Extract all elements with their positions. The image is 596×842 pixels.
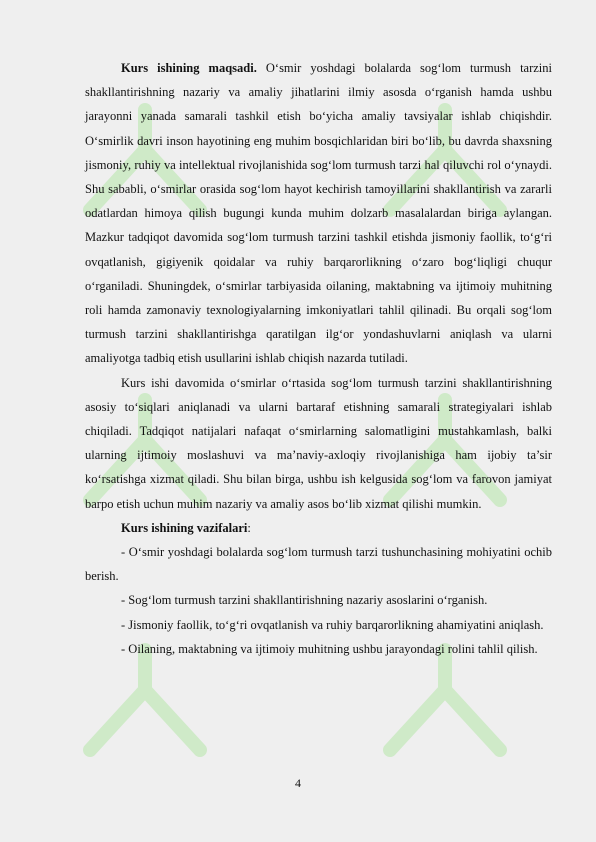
task-item: - Sog‘lom turmush tarzini shakllantirishning nazariy asoslarini o‘rganish. xyxy=(121,593,488,608)
tasks-heading-line xyxy=(85,516,552,540)
research-paragraph: Kurs ishi davomida o‘smirlar o‘rtasida sog‘lom turmush tarzini shakllantirishning asosiy to‘siqlari aniqlanadi va ularni bartaraf etishning samarali strategiyalari ishlab chiqiladi. Tadqiqot natijalari nafaqat o‘smirlarning salomatligini mustahkamlash, balki ularning ijtimoiy moslashuvi va ma’naviy-axloqiy rivojlanishiga ham ijobiy ta’sir ko‘rsatishga xizmat qiladi. Shu bilan birga, ushbu ish kelgusida sog‘lom va farovon jamiyat barpo etish uchun muhim nazariy va amaliy asos bo‘lib xizmat qilishi mumkin. xyxy=(85,375,552,511)
task-item: - Oilaning, maktabning va ijtimoiy muhitning ushbu jarayondagi rolini tahlil qilish. xyxy=(121,641,538,656)
task-item: - Jismoniy faollik, to‘g‘ri ovqatlanish va ruhiy barqarorlikning ahamiyatini aniqlash. xyxy=(121,617,544,632)
task-item: - O‘smir yoshdagi bolalarda sog‘lom turmush tarzi tushunchasining mohiyatini ochib berish. xyxy=(85,545,552,584)
tasks-heading: Kurs ishining vazifalari xyxy=(121,520,248,535)
purpose-paragraph xyxy=(85,56,552,371)
document-body xyxy=(85,56,552,661)
purpose-text: O‘smir yoshdagi bolalarda sog‘lom turmush tarzini shakllantirishning nazariy va amaliy jihatlarini ilmiy asosda o‘rganish hamda ushbu jarayonni yanada samarali tashkil etish bo‘yicha amaliy tavsiyalar ishlab chiqishdir. O‘smirlik davri inson hayotining eng muhim bosqichlaridan biri bo‘lib, bu davrda shaxsning jismoniy, ruhiy va intellektual rivojlanishida sog‘lom turmush tarzi hal qiluvchi rol o‘ynaydi. Shu sababli, o‘smirlar orasida sog‘lom hayot kechirish tamoyillarini shakllantirish va zararli odatlardan himoya qilish bugungi kunda muhim dolzarb masalalardan biriga aylangan. Mazkur tadqiqot davomida sog‘lom turmush tarzini tashkil etishda jismoniy faollik, to‘g‘ri ovqatlanish, gigiyenik qoidalar va ruhiy barqarorlikning o‘zaro bog‘liqligi chuqur o‘rganiladi. Shuningdek, o‘smirlar tarbiyasida oilaning, maktabning va ijtimoiy muhitning roli hamda zamonaviy texnologiyalarning imkoniyatlari tahlil qilinadi. Bu orqali sog‘lom turmush tarzini shakllantirishga qaratilgan ilg‘or yondashuvlarni aniqlash va ularni amaliyotga tadbiq etish usullarini ishlab chiqish nazarda tutiladi. xyxy=(85,61,552,366)
purpose-heading: Kurs ishining maqsadi. xyxy=(121,61,257,75)
tasks-heading-colon: : xyxy=(247,520,251,535)
page-number: 4 xyxy=(295,776,301,790)
